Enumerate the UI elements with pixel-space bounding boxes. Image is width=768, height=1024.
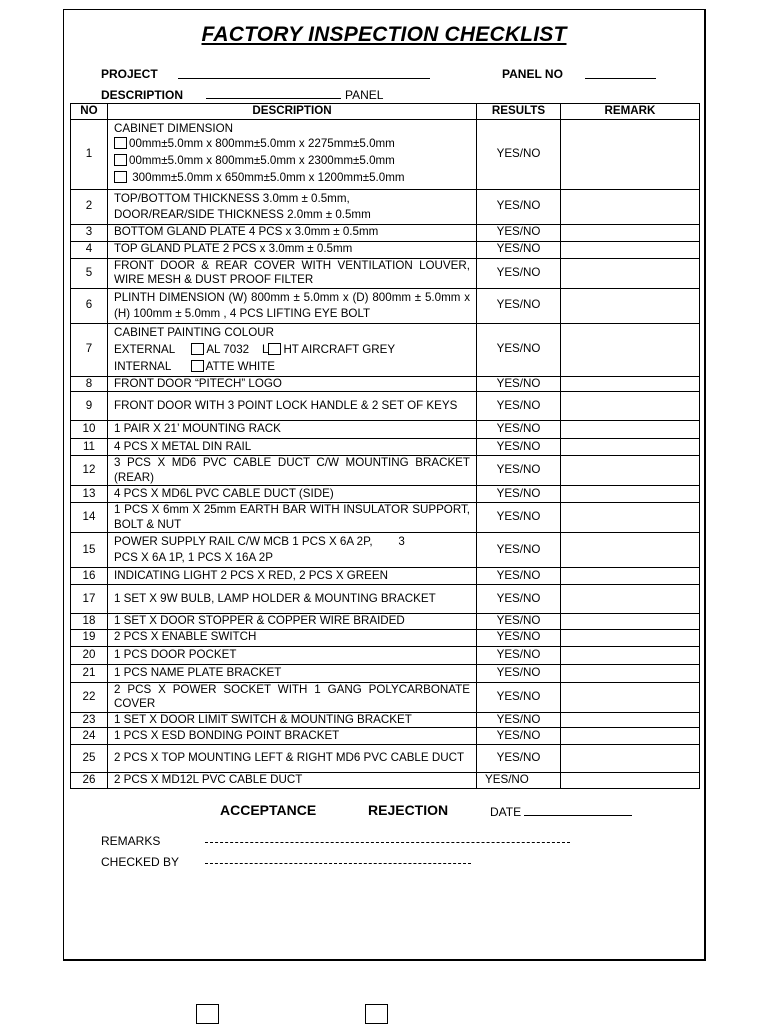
table-row <box>71 728 700 745</box>
row-no: 13 <box>71 486 108 503</box>
row-no: 23 <box>71 712 108 728</box>
panel-no-field <box>502 67 563 81</box>
table-row <box>71 614 700 630</box>
row-no: 14 <box>71 503 108 533</box>
row-description: BOTTOM GLAND PLATE 4 PCS x 3.0mm ± 0.5mm <box>108 224 477 241</box>
row-remark[interactable] <box>561 224 700 241</box>
row-result[interactable]: YES/NO <box>477 392 561 421</box>
desc-line: PCS X 6A 1P, 1 PCS X 16A 2P <box>114 551 273 564</box>
table-row <box>71 585 700 614</box>
row-no: 20 <box>71 646 108 664</box>
desc-line: DOOR/REAR/SIDE THICKNESS 2.0mm ± 0.5mm <box>114 207 371 221</box>
row-remark[interactable] <box>561 376 700 392</box>
col-header-no: NO <box>71 104 108 120</box>
description-label: DESCRIPTION <box>101 88 184 102</box>
row-result[interactable]: YES/NO <box>477 258 561 288</box>
row-result[interactable]: YES/NO <box>477 568 561 585</box>
rejection-checkbox[interactable] <box>365 1004 388 1024</box>
row-description: FRONT DOOR WITH 3 POINT LOCK HANDLE & 2 SET OF KEYS <box>108 392 477 421</box>
row-no: 21 <box>71 664 108 682</box>
description-field <box>101 88 183 102</box>
row-result[interactable]: YES/NO <box>477 421 561 439</box>
row-description: 1 PCS NAME PLATE BRACKET <box>108 664 477 682</box>
row-result[interactable]: YES/NO <box>477 712 561 728</box>
row-no: 12 <box>71 456 108 486</box>
row-remark[interactable] <box>561 486 700 503</box>
paint-title: CABINET PAINTING COLOUR <box>114 326 274 339</box>
row-description: 4 PCS X METAL DIN RAIL <box>108 439 477 456</box>
description-input-line[interactable] <box>206 89 341 99</box>
panel-no-label: PANEL NO <box>502 67 563 81</box>
row-description: 2 PCS X TOP MOUNTING LEFT & RIGHT MD6 PVC CABLE DUCT <box>108 745 477 773</box>
checked-by-label: CHECKED BY <box>101 855 180 869</box>
row-remark[interactable] <box>561 258 700 288</box>
table-row <box>71 224 700 241</box>
row-remark[interactable] <box>561 646 700 664</box>
row-result[interactable]: YES/NO <box>477 773 561 789</box>
date-field <box>490 805 632 819</box>
row-description: 1 PCS DOOR POCKET <box>108 646 477 664</box>
table-row <box>71 288 700 323</box>
row-description: 1 PCS X ESD BONDING POINT BRACKET <box>108 728 477 745</box>
checked-by-input-line[interactable] <box>205 855 471 864</box>
external-label: EXTERNAL <box>114 343 176 356</box>
project-input-line[interactable] <box>178 69 430 79</box>
internal-label: INTERNAL <box>114 360 172 373</box>
date-input-line[interactable] <box>524 806 632 816</box>
panel-no-input-line[interactable] <box>585 69 656 79</box>
row-no: 5 <box>71 258 108 288</box>
row-remark[interactable] <box>561 773 700 789</box>
row-no: 8 <box>71 376 108 392</box>
row-description: 1 PCS X 6mm X 25mm EARTH BAR WITH INSULATOR SUPPORT, BOLT & NUT <box>108 503 477 533</box>
row-description: 1 SET X DOOR STOPPER & COPPER WIRE BRAIDED <box>108 614 477 630</box>
desc-line: POWER SUPPLY RAIL C/W MCB 1 PCS X 6A 2P, 3 <box>114 535 405 548</box>
row-remark[interactable] <box>561 119 700 189</box>
row-remark[interactable] <box>561 614 700 630</box>
row-result[interactable]: YES/NO <box>477 288 561 323</box>
external-colour: AL 7032 <box>206 343 250 356</box>
row-remark[interactable] <box>561 456 700 486</box>
external-colour-alt-prefix: L <box>261 343 269 356</box>
table-row <box>71 682 700 712</box>
acceptance-label: ACCEPTANCE <box>220 802 317 818</box>
table-row <box>71 119 700 189</box>
row-description: 2 PCS X POWER SOCKET WITH 1 GANG POLYCARBONATE COVER <box>108 682 477 712</box>
row-result[interactable]: YES/NO <box>477 682 561 712</box>
table-row <box>71 486 700 503</box>
checkbox[interactable] <box>114 154 127 166</box>
row-description: INDICATING LIGHT 2 PCS X RED, 2 PCS X GREEN <box>108 568 477 585</box>
table-row <box>71 241 700 258</box>
desc-line: TOP/BOTTOM THICKNESS 3.0mm ± 0.5mm, <box>114 191 350 205</box>
row-result[interactable]: YES/NO <box>477 189 561 224</box>
desc-line: 300mm±5.0mm x 650mm±5.0mm x 1200mm±5.0mm <box>132 171 405 184</box>
panel-suffix-field <box>345 88 383 102</box>
row-result[interactable]: YES/NO <box>477 745 561 773</box>
internal-colour: ATTE WHITE <box>205 360 276 373</box>
remarks-input-line[interactable] <box>205 834 570 843</box>
table-row <box>71 392 700 421</box>
row-no: 9 <box>71 392 108 421</box>
row-result[interactable]: YES/NO <box>477 503 561 533</box>
col-header-description: DESCRIPTION <box>108 104 477 120</box>
panel-suffix: PANEL <box>345 88 384 102</box>
row-no: 24 <box>71 728 108 745</box>
row-description <box>108 119 477 189</box>
row-result[interactable]: YES/NO <box>477 376 561 392</box>
row-no: 22 <box>71 682 108 712</box>
row-remark[interactable] <box>561 745 700 773</box>
row-description: FRONT DOOR & REAR COVER WITH VENTILATION LOUVER, WIRE MESH & DUST PROOF FILTER <box>108 258 477 288</box>
row-no: 10 <box>71 421 108 439</box>
table-header-row <box>71 104 700 120</box>
row-result[interactable]: YES/NO <box>477 456 561 486</box>
row-remark[interactable] <box>561 682 700 712</box>
checkbox[interactable] <box>191 360 204 372</box>
checkbox[interactable] <box>268 343 281 355</box>
row-no: 3 <box>71 224 108 241</box>
row-remark[interactable] <box>561 503 700 533</box>
row-description: FRONT DOOR “PITECH” LOGO <box>108 376 477 392</box>
row-no: 17 <box>71 585 108 614</box>
inspection-table <box>70 103 700 789</box>
row-remark[interactable] <box>561 585 700 614</box>
table-row <box>71 456 700 486</box>
row-result[interactable]: YES/NO <box>477 224 561 241</box>
row-result[interactable]: YES/NO <box>477 728 561 745</box>
row-remark[interactable] <box>561 533 700 568</box>
row-remark[interactable] <box>561 629 700 646</box>
checkbox[interactable] <box>114 137 127 149</box>
row-result[interactable]: YES/NO <box>477 533 561 568</box>
table-row <box>71 323 700 376</box>
row-no: 7 <box>71 323 108 376</box>
row-description: 3 PCS X MD6 PVC CABLE DUCT C/W MOUNTING BRACKET (REAR) <box>108 456 477 486</box>
row-remark[interactable] <box>561 728 700 745</box>
table-row <box>71 745 700 773</box>
row-description: 1 SET X 9W BULB, LAMP HOLDER & MOUNTING BRACKET <box>108 585 477 614</box>
row-remark[interactable] <box>561 323 700 376</box>
table-row <box>71 646 700 664</box>
desc-line: 00mm±5.0mm x 800mm±5.0mm x 2275mm±5.0mm <box>129 137 395 150</box>
row-remark[interactable] <box>561 189 700 224</box>
project-label: PROJECT <box>101 67 158 81</box>
acceptance-checkbox[interactable] <box>196 1004 219 1024</box>
row-description: 2 PCS X MD12L PVC CABLE DUCT <box>108 773 477 789</box>
table-row <box>71 629 700 646</box>
row-no: 25 <box>71 745 108 773</box>
row-description: PLINTH DIMENSION (W) 800mm ± 5.0mm x (D) 800mm ± 5.0mm x (H) 100mm ± 5.0mm , 4 PCS LIFTING EYE BOLT <box>108 288 477 323</box>
row-description: 1 SET X DOOR LIMIT SWITCH & MOUNTING BRACKET <box>108 712 477 728</box>
rejection-label: REJECTION <box>368 802 449 818</box>
row-remark[interactable] <box>561 288 700 323</box>
row-remark[interactable] <box>561 664 700 682</box>
row-no: 2 <box>71 189 108 224</box>
row-result[interactable]: YES/NO <box>477 585 561 614</box>
row-result[interactable]: YES/NO <box>477 241 561 258</box>
row-result[interactable]: YES/NO <box>477 323 561 376</box>
row-result[interactable]: YES/NO <box>477 629 561 646</box>
col-header-results: RESULTS <box>477 104 561 120</box>
row-result[interactable]: YES/NO <box>477 439 561 456</box>
table-row <box>71 773 700 789</box>
table-row <box>71 421 700 439</box>
row-remark[interactable] <box>561 421 700 439</box>
table-row <box>71 664 700 682</box>
table-row <box>71 376 700 392</box>
row-no: 18 <box>71 614 108 630</box>
project-field <box>101 67 158 81</box>
row-result[interactable]: YES/NO <box>477 119 561 189</box>
remarks-label: REMARKS <box>101 834 161 848</box>
checkbox[interactable] <box>191 343 204 355</box>
row-description: TOP GLAND PLATE 2 PCS x 3.0mm ± 0.5mm <box>108 241 477 258</box>
row-remark[interactable] <box>561 439 700 456</box>
row-result[interactable]: YES/NO <box>477 614 561 630</box>
row-description <box>108 533 477 568</box>
checklist-page <box>63 9 706 961</box>
row-result[interactable]: YES/NO <box>477 486 561 503</box>
external-colour-alt: HT AIRCRAFT GREY <box>283 343 396 356</box>
page-title: FACTORY INSPECTION CHECKLIST <box>201 23 567 46</box>
row-description: 4 PCS X MD6L PVC CABLE DUCT (SIDE) <box>108 486 477 503</box>
table-row <box>71 503 700 533</box>
row-no: 4 <box>71 241 108 258</box>
row-no: 1 <box>71 119 108 189</box>
row-remark[interactable] <box>561 712 700 728</box>
col-header-remark: REMARK <box>561 104 700 120</box>
row-no: 16 <box>71 568 108 585</box>
row-no: 11 <box>71 439 108 456</box>
row-description <box>108 189 477 224</box>
desc-line: 00mm±5.0mm x 800mm±5.0mm x 2300mm±5.0mm <box>129 154 395 167</box>
table-row <box>71 258 700 288</box>
row-description: 2 PCS X ENABLE SWITCH <box>108 629 477 646</box>
table-row <box>71 533 700 568</box>
table-row <box>71 568 700 585</box>
row-result[interactable]: YES/NO <box>477 646 561 664</box>
date-label: DATE <box>490 805 522 819</box>
row-remark[interactable] <box>561 568 700 585</box>
row-remark[interactable] <box>561 241 700 258</box>
row-no: 19 <box>71 629 108 646</box>
row-no: 15 <box>71 533 108 568</box>
row-no: 6 <box>71 288 108 323</box>
row-description <box>108 323 477 376</box>
row-description: 1 PAIR X 21’ MOUNTING RACK <box>108 421 477 439</box>
checkbox[interactable] <box>114 171 127 183</box>
row-result[interactable]: YES/NO <box>477 664 561 682</box>
desc-line: CABINET DIMENSION <box>114 122 233 135</box>
table-row <box>71 439 700 456</box>
table-row <box>71 712 700 728</box>
table-row <box>71 189 700 224</box>
row-no: 26 <box>71 773 108 789</box>
row-remark[interactable] <box>561 392 700 421</box>
